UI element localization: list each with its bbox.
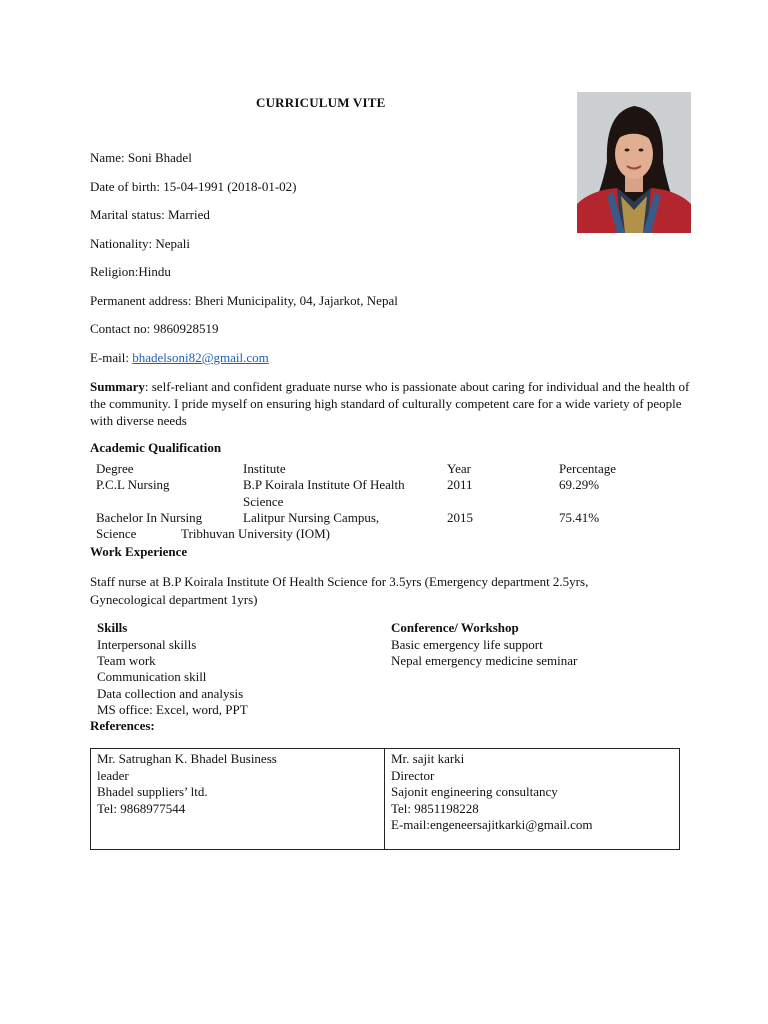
work-experience-heading: Work Experience	[90, 544, 188, 559]
table-header-degree: Degree	[96, 461, 134, 476]
profile-photo	[577, 92, 691, 233]
nationality-line: Nationality: Nepali	[90, 236, 191, 251]
skill-item: Communication skill	[97, 669, 207, 684]
name-line: Name: Soni Bhadel	[90, 150, 192, 165]
dob-line: Date of birth: 15-04-1991 (2018-01-02)	[90, 179, 297, 194]
skill-item: Team work	[97, 653, 156, 668]
conference-heading: Conference/ Workshop	[391, 620, 519, 635]
table-header-percentage: Percentage	[559, 461, 617, 476]
table-cell-institute: Lalitpur Nursing Campus,	[243, 510, 380, 525]
reference-line: Mr. sajit karki	[391, 751, 465, 766]
religion-line: Religion:Hindu	[90, 264, 171, 279]
references-heading: References:	[90, 718, 155, 733]
skill-item: Interpersonal skills	[97, 637, 197, 652]
reference-line: Tel: 9868977544	[97, 800, 186, 816]
table-header-institute: Institute	[243, 461, 286, 476]
summary-paragraph	[90, 378, 690, 429]
reference-line: Director	[391, 767, 435, 783]
work-experience-line: Staff nurse at B.P Koirala Institute Of Health Science for 3.5yrs (Emergency department 2.5yrs,	[90, 574, 589, 589]
table-cell-degree-cont: Science	[96, 526, 137, 541]
reference-line: Tel: 9851198228	[391, 800, 479, 816]
email-line	[90, 350, 269, 366]
reference-line: Bhadel suppliers’ ltd.	[97, 784, 208, 799]
contact-line: Contact no: 9860928519	[90, 321, 219, 336]
table-cell-institute-cont: Science	[243, 494, 284, 509]
conference-item: Basic emergency life support	[391, 637, 543, 652]
skills-heading: Skills	[97, 620, 128, 635]
skill-item: MS office: Excel, word, PPT	[97, 702, 248, 717]
academic-heading: Academic Qualification	[90, 440, 222, 455]
table-cell-degree: Bachelor In Nursing	[96, 510, 203, 525]
table-cell-institute-cont: Tribhuvan University (IOM)	[181, 526, 331, 541]
table-cell-percentage: 75.41%	[559, 510, 600, 525]
address-line: Permanent address: Bheri Municipality, 04, Jajarkot, Nepal	[90, 293, 398, 308]
reference-left	[97, 751, 377, 817]
table-cell-percentage: 69.29%	[559, 477, 600, 492]
table-cell-degree: P.C.L Nursing	[96, 477, 170, 492]
email-link[interactable]: bhadelsoni82@gmail.com	[132, 350, 269, 365]
document-title: CURRICULUM VITE	[256, 95, 386, 110]
portrait-image	[577, 92, 691, 233]
table-cell-year: 2011	[447, 477, 473, 492]
table-cell-year: 2015	[447, 510, 473, 525]
email-label: E-mail:	[90, 350, 133, 365]
skill-item: Data collection and analysis	[97, 686, 244, 701]
references-divider	[384, 749, 385, 849]
marital-status-line: Marital status: Married	[90, 207, 210, 222]
reference-line: Mr. Satrughan K. Bhadel Business	[97, 751, 277, 766]
reference-right	[391, 751, 676, 834]
table-header-year: Year	[447, 461, 471, 476]
reference-line: E-mail:engeneersajitkarki@gmail.com	[391, 817, 593, 832]
summary-label: Summary	[90, 379, 145, 394]
reference-line: leader	[97, 767, 129, 783]
references-table	[90, 748, 680, 850]
conference-item: Nepal emergency medicine seminar	[391, 653, 578, 668]
summary-text: : self-reliant and confident graduate nurse who is passionate about caring for individual and the health of the community. I pride myself on ensuring high standard of culturally competent care for a wide variety of people with diverse needs	[90, 379, 690, 428]
work-experience-line: Gynecological department 1yrs)	[90, 592, 258, 607]
reference-line: Sajonit engineering consultancy	[391, 784, 558, 799]
table-cell-institute: B.P Koirala Institute Of Health	[243, 477, 405, 492]
